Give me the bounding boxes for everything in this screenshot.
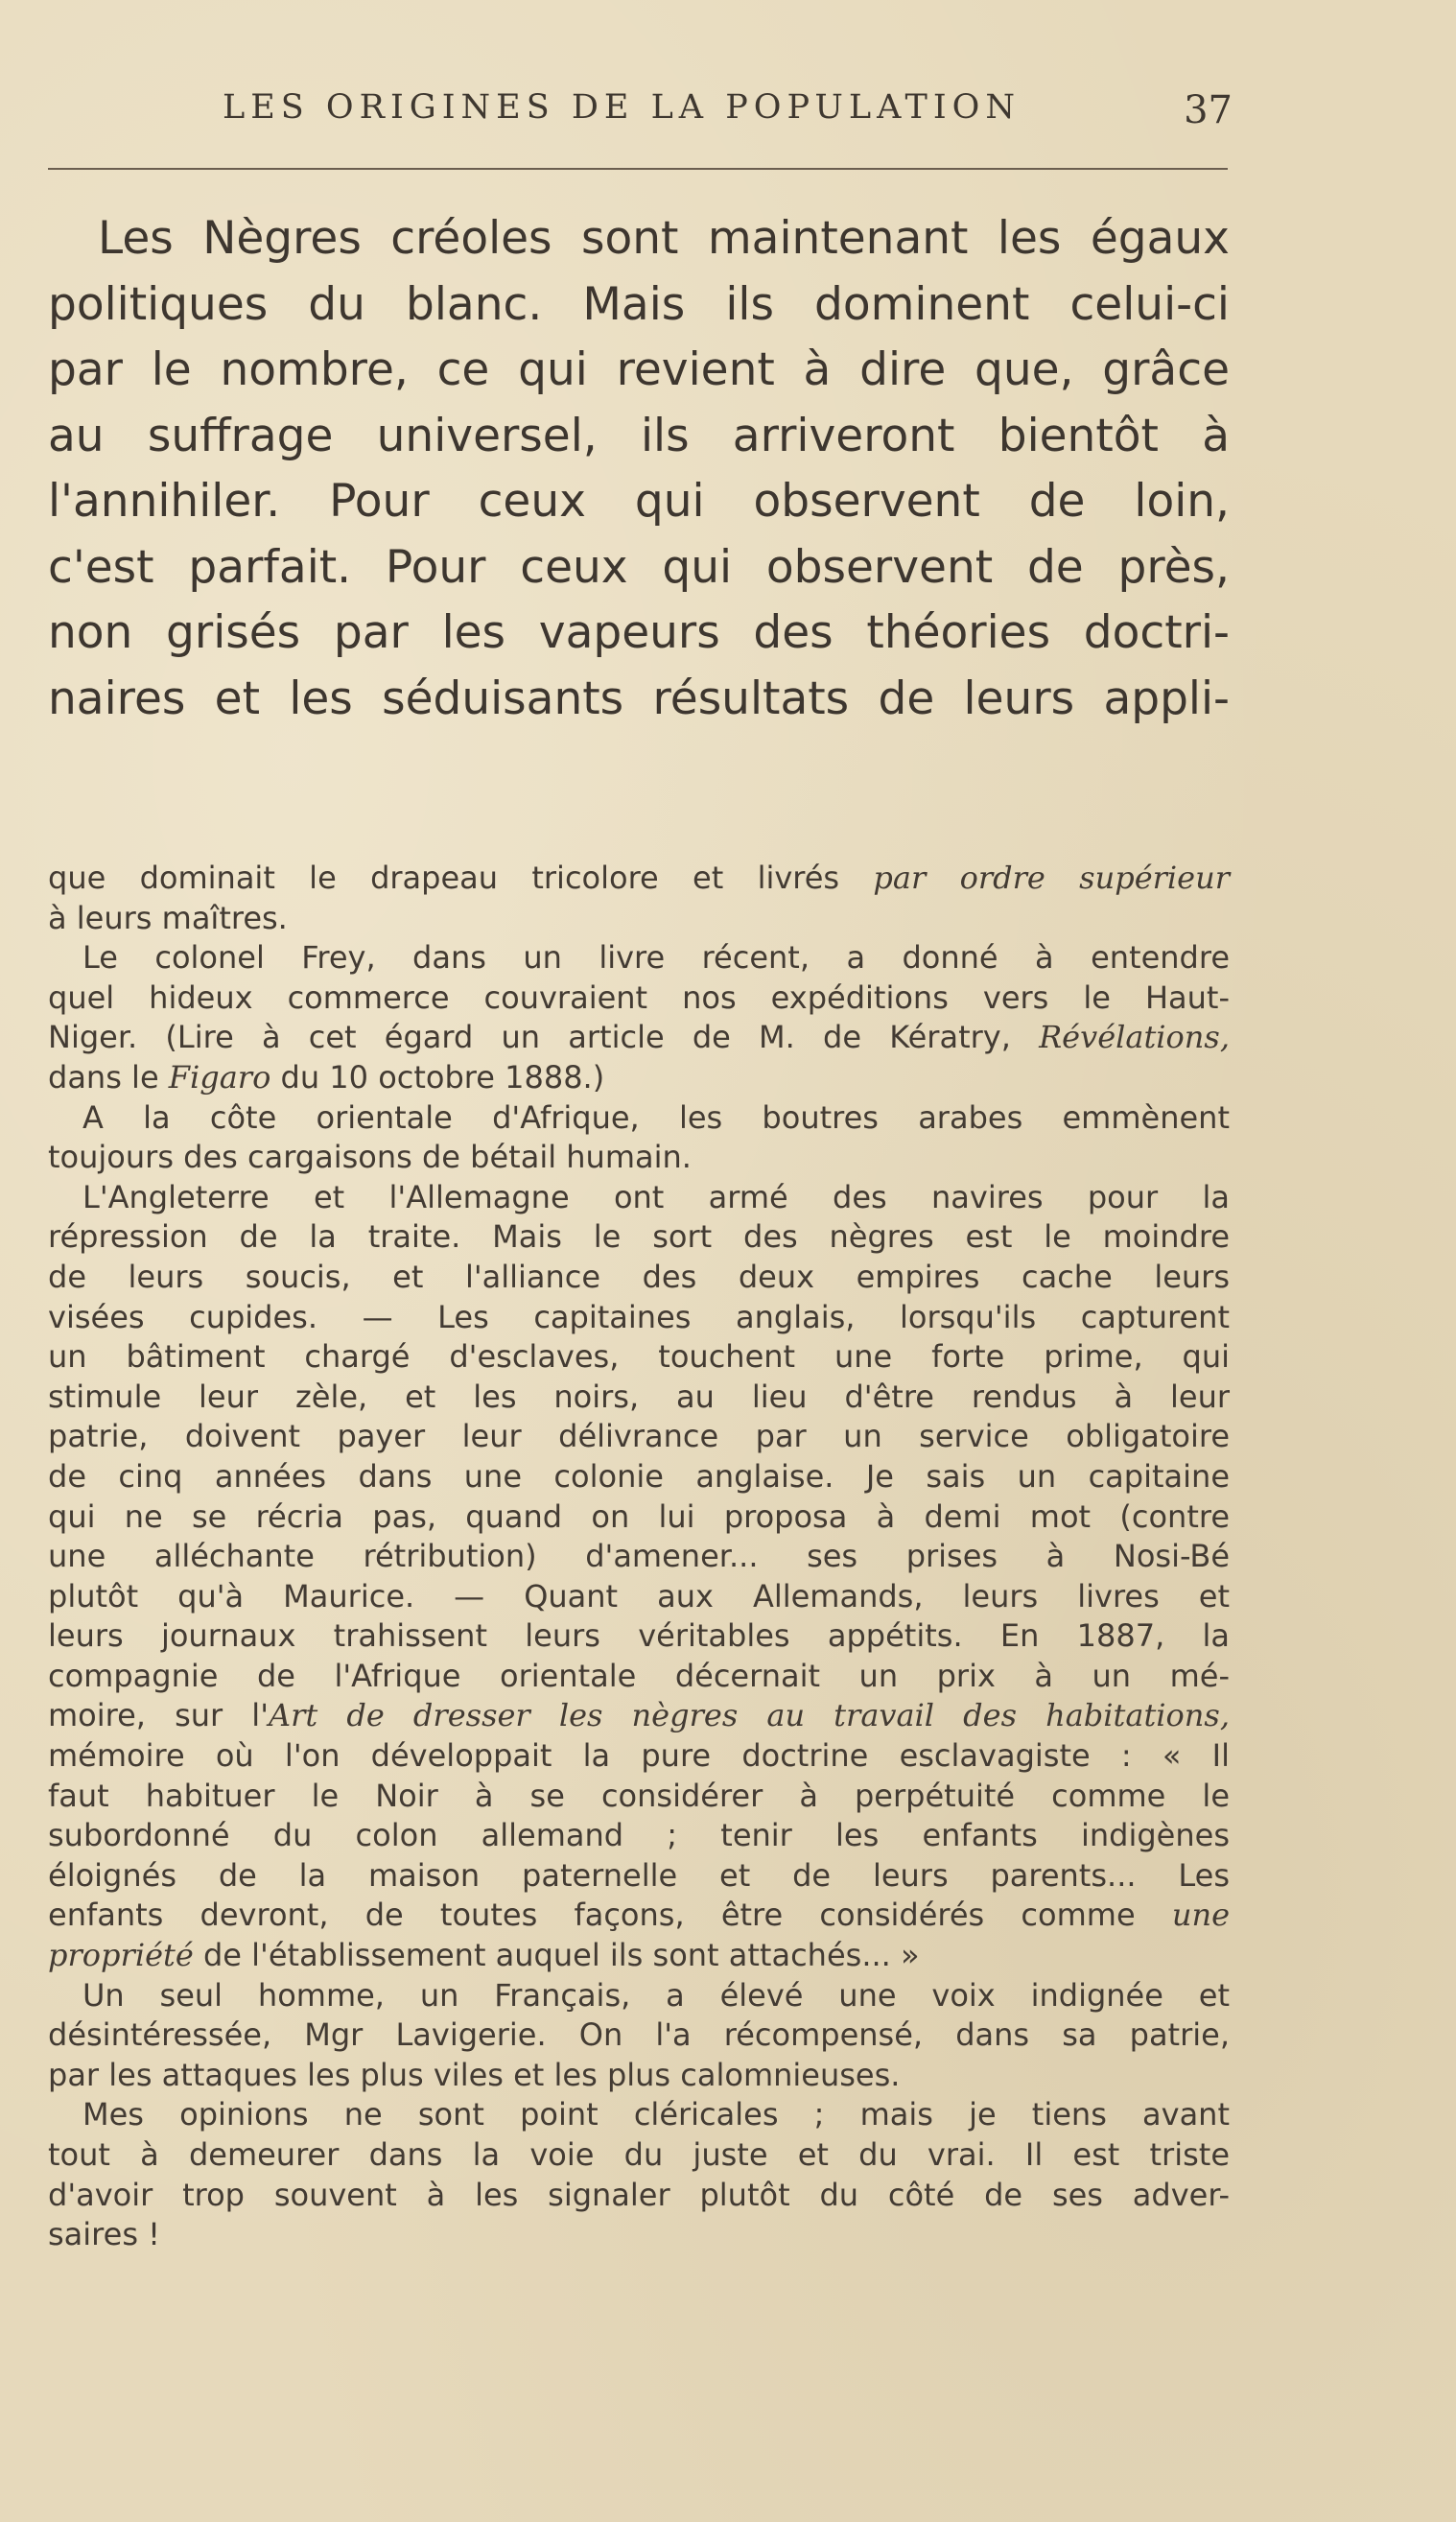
footnote-text: dans le [48, 1058, 169, 1096]
text-line: par le nombre, ce qui revient à dire que, grâce [48, 343, 1230, 396]
footnote-text: Niger. (Lire à cet égard un article de M. de Kératry, [48, 1019, 1040, 1056]
footnote-line: leurs journaux trahissent leurs véritables appétits. En 1887, la [48, 1617, 1230, 1655]
footnote-line: Mes opinions ne sont point cléricales ; mais je tiens avant [82, 2096, 1230, 2133]
footnote-line: par les attaques les plus viles et les plus calomnieuses. [48, 2056, 901, 2093]
footnote-line: toujours des cargaisons de bétail humain. [48, 1139, 692, 1176]
footnote-line [48, 1018, 1230, 1058]
footnote-line: Le colonel Frey, dans un livre récent, a donné à entendre [82, 939, 1230, 977]
footnote-line: faut habituer le Noir à se considérer à perpétuité comme le [48, 1777, 1230, 1814]
footnote-text: de l'établissement auquel ils sont attachés... » [193, 1937, 920, 1974]
text-line: naires et les séduisants résultats de leurs appli- [48, 672, 1230, 725]
text-line: non grisés par les vapeurs des théories doctri- [48, 606, 1230, 659]
footnote-line: à leurs maîtres. [48, 899, 288, 936]
footnote-line: de leurs soucis, et l'alliance des deux empires cache leurs [48, 1258, 1230, 1295]
footnote-line: tout à demeurer dans la voie du juste et du vrai. Il est triste [48, 2136, 1230, 2173]
footnote-line: L'Angleterre et l'Allemagne ont armé des navires pour la [82, 1178, 1230, 1215]
footnote-italic: propriété [48, 1937, 194, 1974]
footnote-line: de cinq années dans une colonie anglaise. Je sais un capitaine [48, 1457, 1230, 1495]
footnote-line [48, 1896, 1230, 1936]
footnote-line: patrie, doivent payer leur délivrance par un service obligatoire [48, 1418, 1230, 1455]
text-line: politiques du blanc. Mais ils dominent celui-ci [48, 277, 1230, 331]
footnote-line [48, 1696, 1230, 1736]
footnote-block [48, 859, 1230, 2255]
page-number: 37 [1184, 88, 1233, 132]
footnote-line: subordonné du colon allemand ; tenir les enfants indigènes [48, 1817, 1230, 1854]
footnote-line: désintéressée, Mgr Lavigerie. On l'a récompensé, dans sa patrie, [48, 2016, 1230, 2054]
footnote-line: quel hideux commerce couvraient nos expéditions vers le Haut- [48, 978, 1230, 1016]
text-line: Les Nègres créoles sont maintenant les égaux [98, 212, 1230, 265]
footnote-italic: par ordre supérieur [873, 860, 1231, 896]
running-title: LES ORIGINES DE LA POPULATION [223, 88, 1021, 127]
footnote-text: que dominait le drapeau tricolore et livrés [48, 860, 874, 896]
footnote-line: mémoire où l'on développait la pure doctrine esclavagiste : « Il [48, 1737, 1230, 1775]
footnote-line: éloignés de la maison paternelle et de leurs parents... Les [48, 1856, 1230, 1894]
footnote-line: d'avoir trop souvent à les signaler plutôt du côté de ses adver- [48, 2176, 1230, 2213]
footnote-italic: Figaro [168, 1058, 271, 1096]
text-line: au suffrage universel, ils arriveront bientôt à [48, 409, 1230, 462]
footnote-line: une alléchante rétribution) d'amener... ses prises à Nosi-Bé [48, 1538, 1230, 1575]
footnote-line: qui ne se récria pas, quand on lui proposa à demi mot (contre [48, 1497, 1230, 1535]
text-line: c'est parfait. Pour ceux qui observent de près, [48, 540, 1230, 594]
footnote-line: répression de la traite. Mais le sort des nègres est le moindre [48, 1218, 1230, 1256]
footnote-italic: Révélations, [1039, 1019, 1230, 1056]
footnote-italic: une [1171, 1897, 1230, 1934]
footnote-line: Un seul homme, un Français, a élevé une voix indignée et [82, 1976, 1230, 2014]
footnote-line: compagnie de l'Afrique orientale décernait un prix à un mé- [48, 1657, 1230, 1694]
running-header [53, 88, 1233, 146]
text-line: l'annihiler. Pour ceux qui observent de loin, [48, 475, 1230, 528]
footnote-line: un bâtiment chargé d'esclaves, touchent une forte prime, qui [48, 1338, 1230, 1376]
footnote-text: enfants devront, de toutes façons, être considérés comme [48, 1897, 1172, 1934]
footnote-line [48, 1058, 1230, 1098]
footnote-line: visées cupides. — Les capitaines anglais, lorsqu'ils capturent [48, 1298, 1230, 1335]
footnote-line: A la côte orientale d'Afrique, les boutres arabes emmènent [82, 1098, 1230, 1136]
main-text [48, 206, 1230, 732]
footnote-italic: Art de dresser les nègres au travail des habitations, [269, 1697, 1231, 1734]
footnote-text: du 10 octobre 1888.) [270, 1058, 605, 1096]
footnote-line [48, 1936, 1230, 1976]
header-rule [48, 168, 1228, 170]
footnote-line [48, 859, 1230, 899]
footnote-line: saires ! [48, 2216, 160, 2253]
footnote-line: stimule leur zèle, et les noirs, au lieu d'être rendus à leur [48, 1378, 1230, 1415]
footnote-text: moire, sur l' [48, 1697, 269, 1734]
footnote-line: plutôt qu'à Maurice. — Quant aux Allemands, leurs livres et [48, 1577, 1230, 1615]
